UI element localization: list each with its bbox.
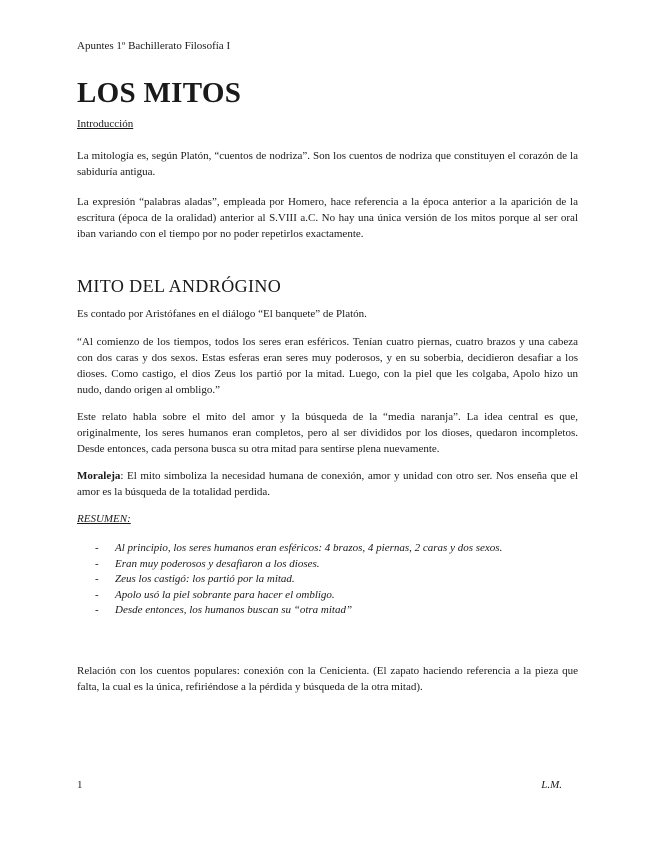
summary-list <box>95 541 502 619</box>
intro-paragraph-2: La expresión “palabras aladas”, empleada por Homero, hace referencia a la época anterior a la aparición de la escritura (época de la oralidad) anterior al S.VIII a.C. No hay una única versión de los mitos porque al ser oral iban variando con el tiempo por no poder repetirlos exactamente. <box>77 196 578 240</box>
list-item <box>95 541 502 557</box>
bullet-dash: - <box>95 604 99 616</box>
moral-paragraph <box>77 468 578 500</box>
summary-item-text: Eran muy poderosos y desafiaron a los dioses. <box>115 557 320 570</box>
myth-quote: “Al comienzo de los tiempos, todos los seres eran esféricos. Tenían cuatro piernas, cuatro brazos y una cabeza con dos caras y dos sexos. Estas esferas eran seres muy poderosos, y en su soberbia, decidieron desafiar a los dioses. Como castigo, el dios Zeus los partió por la mitad. Luego, con la piel que les colgaba, Apolo hizo un nudo, dando origen al ombligo.” <box>77 336 578 396</box>
bullet-dash: - <box>95 573 99 585</box>
intro-paragraph-1: La mitología es, según Platón, “cuentos de nodriza”. Son los cuentos de nodriza que constituyen el corazón de la sabiduría antigua. <box>77 150 578 178</box>
summary-label: RESUMEN: <box>77 513 131 525</box>
bullet-dash: - <box>95 542 99 554</box>
author-initials: L.M. <box>541 779 562 791</box>
moral-label: Moraleja <box>77 470 121 482</box>
page-number: 1 <box>77 779 83 791</box>
bullet-dash: - <box>95 557 99 570</box>
page-header: Apuntes 1º Bachillerato Filosofía I <box>77 40 231 52</box>
list-item <box>95 557 502 573</box>
summary-item-text: Zeus los castigó: los partió por la mitad. <box>115 573 295 585</box>
list-item <box>95 572 502 588</box>
summary-item-text: Desde entonces, los humanos buscan su “otra mitad” <box>115 604 353 616</box>
section-title: MITO DEL ANDRÓGINO <box>77 276 282 296</box>
moral-text: : El mito simboliza la necesidad humana de conexión, amor y unidad con otro ser. Nos enseña que el amor es la búsqueda de la totalidad perdida. <box>77 470 578 498</box>
page-title: LOS MITOS <box>77 77 242 109</box>
myth-explanation: Este relato habla sobre el mito del amor y la búsqueda de la “media naranja”. La idea central es que, originalmente, los seres humanos eran completos, pero al ser divididos por los dioses, quedaron incompletos. Desde entonces, cada persona busca su otra mitad para sentirse plena nuevamente. <box>77 411 578 455</box>
section-source: Es contado por Aristófanes en el diálogo “El banquete” de Platón. <box>77 308 367 320</box>
list-item <box>95 603 502 619</box>
intro-heading: Introducción <box>77 118 134 130</box>
relation-paragraph: Relación con los cuentos populares: conexión con la Cenicienta. (El zapato haciendo referencia a la pieza que falta, la cual es la única, refiriéndose a la pérdida y búsqueda de la otra mitad). <box>77 665 578 693</box>
bullet-dash: - <box>95 588 99 601</box>
summary-item-text: Apolo usó la piel sobrante para hacer el ombligo. <box>115 588 335 601</box>
list-item <box>95 588 502 604</box>
document-page <box>77 0 578 848</box>
summary-item-text: Al principio, los seres humanos eran esféricos: 4 brazos, 4 piernas, 2 caras y dos sexos. <box>115 542 503 554</box>
